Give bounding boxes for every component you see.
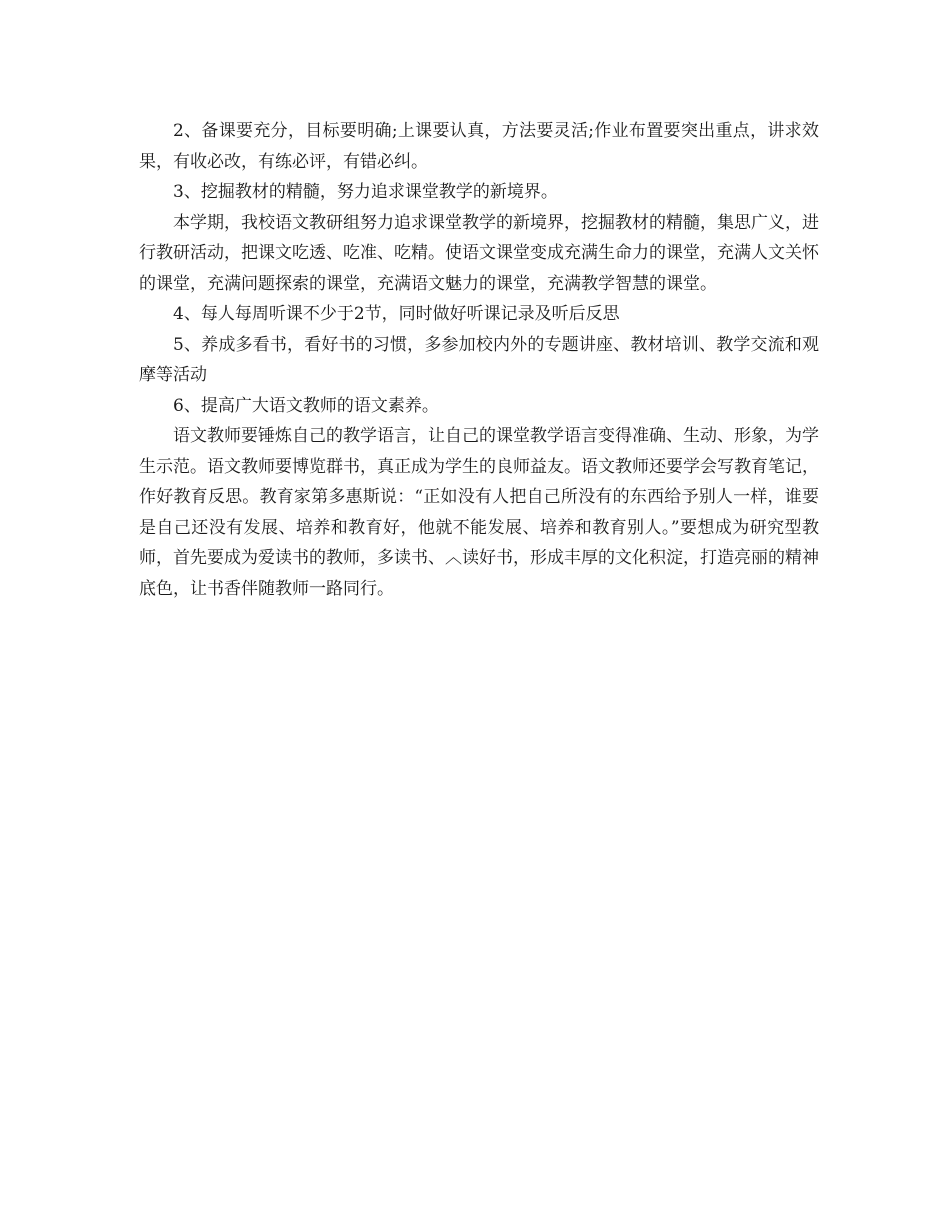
paragraph-body-2: 语文教师要锤炼自己的教学语言，让自己的课堂教学语言变得准确、生动、形象，为学生示范。语文教师要博览群书，真正成为学生的良师益友。语文教师还要学会写教育笔记，作好教育反思。教育家第多惠斯说：“正如没有人把自己所没有的东西给予别人一样，谁要是自己还没有发展、培养和教育好，他就不能发展、培养和教育别人。”要想成为研究型教师，首先要成为爱读书的教师，多读书、︿读好书，形成丰厚的文化积淀，打造亮丽的精神底色，让书香伴随教师一路同行。 [139,426,819,599]
paragraph-item-6: 6、提高广大语文教师的语文素养。 [173,395,439,416]
paragraph-item-2: 2、备课要充分，目标要明确;上课要认真，方法要灵活;作业布置要突出重点，讲求效果，有收必改，有练必评，有错必纠。 [139,121,819,172]
paragraph-item-5: 5、养成多看书，看好书的习惯，多参加校内外的专题讲座、教材培训、教学交流和观摩等活动 [139,334,819,385]
paragraph-body-1: 本学期，我校语文教研组努力追求课堂教学的新境界，挖掘教材的精髓，集思广义，进行教研活动，把课文吃透、吃准、吃精。使语文课堂变成充满生命力的课堂，充满人文关怀的课堂，充满问题探索的课堂，充满语文魅力的课堂，充满教学智慧的课堂。 [139,212,819,294]
paragraph-item-4: 4、每人每周听课不少于2节，同时做好听课记录及听后反思 [173,304,620,324]
paragraph-item-3: 3、挖掘教材的精髓，努力追求课堂教学的新境界。 [173,182,558,202]
document-body [139,116,819,604]
